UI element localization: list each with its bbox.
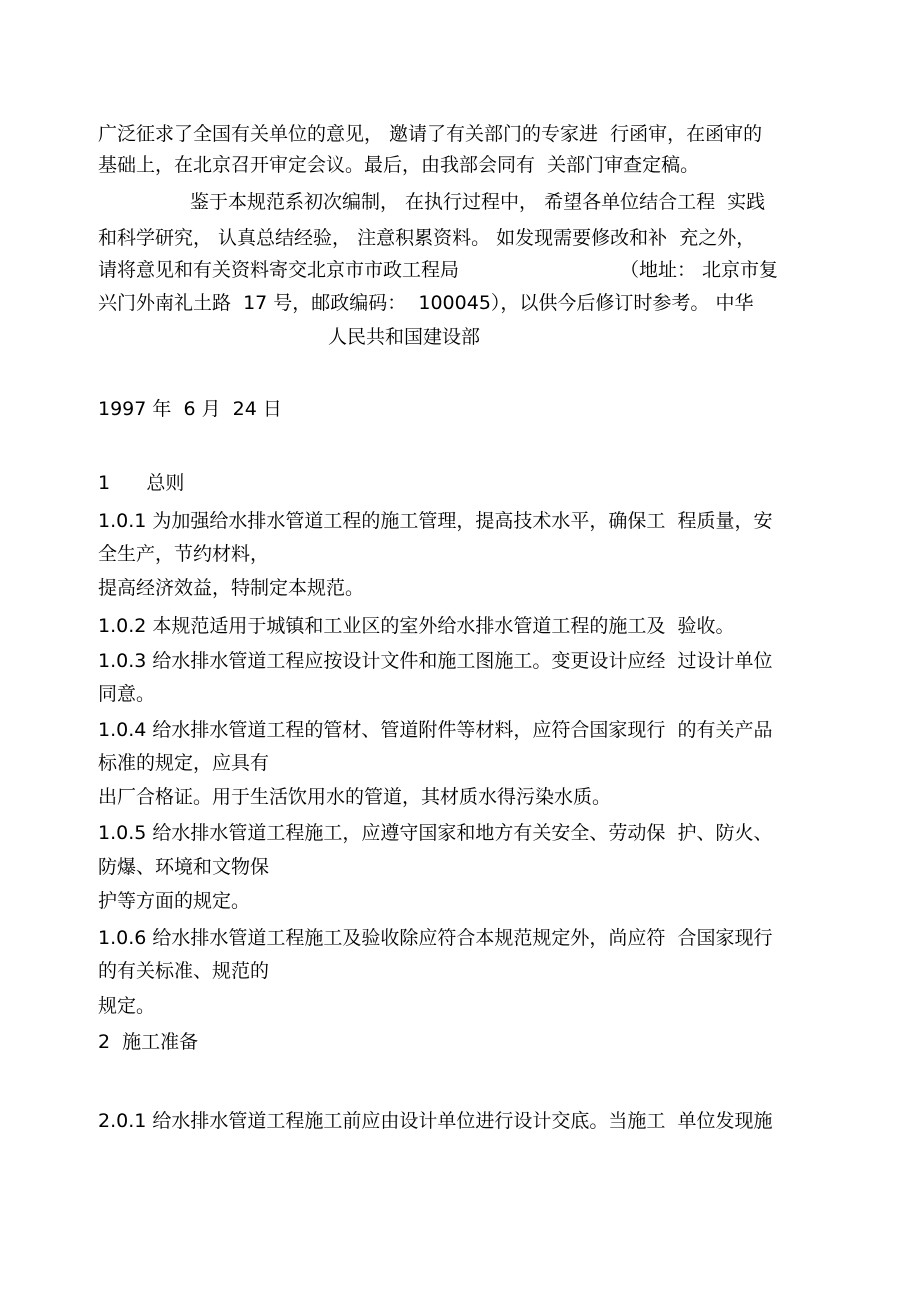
text-line-12: 全生产，节约材料， xyxy=(98,543,270,565)
text-line-11: 1.0.1 为加强给水排水管道工程的施工管理，提高技术水平，确保工 程质量，安 xyxy=(98,510,773,532)
section-heading-1: 1 总则 xyxy=(98,472,185,494)
text-line-25: 规定。 xyxy=(98,995,156,1017)
text-line-22: 护等方面的规定。 xyxy=(98,890,251,912)
text-line-24: 的有关标准、规范的 xyxy=(98,960,270,982)
section-heading-2: 2 施工准备 xyxy=(98,1031,199,1053)
text-line-18: 标准的规定，应具有 xyxy=(98,752,270,774)
text-line-3: 鉴于本规范系初次编制， 在执行过程中， 希望各单位结合工程 实践 xyxy=(190,191,766,213)
text-line-7: 兴门外南礼土路 17 号，邮政编码： 100045），以供今后修订时参考。 中华 xyxy=(98,292,754,314)
text-line-8: 人民共和国建设部 xyxy=(328,326,481,348)
text-line-5: 请将意见和有关资料寄交北京市市政工程局 xyxy=(98,259,460,281)
text-line-19: 出厂合格证。用于生活饮用水的管道，其材质水得污染水质。 xyxy=(98,786,612,808)
text-line-23: 1.0.6 给水排水管道工程施工及验收除应符合本规范规定外，尚应符 合国家现行 xyxy=(98,927,773,949)
text-line-15: 1.0.3 给水排水管道工程应按设计文件和施工图施工。变更设计应经 过设计单位 xyxy=(98,650,773,672)
text-line-16: 同意。 xyxy=(98,683,156,705)
text-line-6: （地址： 北京市复 xyxy=(620,259,779,281)
text-line-17: 1.0.4 给水排水管道工程的管材、管道附件等材料，应符合国家现行 的有关产品 xyxy=(98,719,773,741)
text-line-14: 1.0.2 本规范适用于城镇和工业区的室外给水排水管道工程的施工及 验收。 xyxy=(98,615,735,637)
text-line-9: 1997 年 6 月 24 日 xyxy=(98,398,282,420)
text-line-1: 广泛征求了全国有关单位的意见， 邀请了有关部门的专家进 行函审，在函审的 xyxy=(98,123,763,145)
text-line-27: 2.0.1 给水排水管道工程施工前应由设计单位进行设计交底。当施工 单位发现施 xyxy=(98,1110,773,1132)
text-line-2: 基础上，在北京召开审定会议。最后，由我部会同有 关部门审查定稿。 xyxy=(98,154,700,176)
text-line-20: 1.0.5 给水排水管道工程施工，应遵守国家和地方有关安全、劳动保 护、防火、 xyxy=(98,822,773,844)
text-line-13: 提高经济效益，特制定本规范。 xyxy=(98,577,365,599)
text-line-21: 防爆、环境和文物保 xyxy=(98,856,270,878)
text-line-4: 和科学研究， 认真总结经验， 注意积累资料。 如发现需要修改和补 充之外， xyxy=(98,227,756,249)
